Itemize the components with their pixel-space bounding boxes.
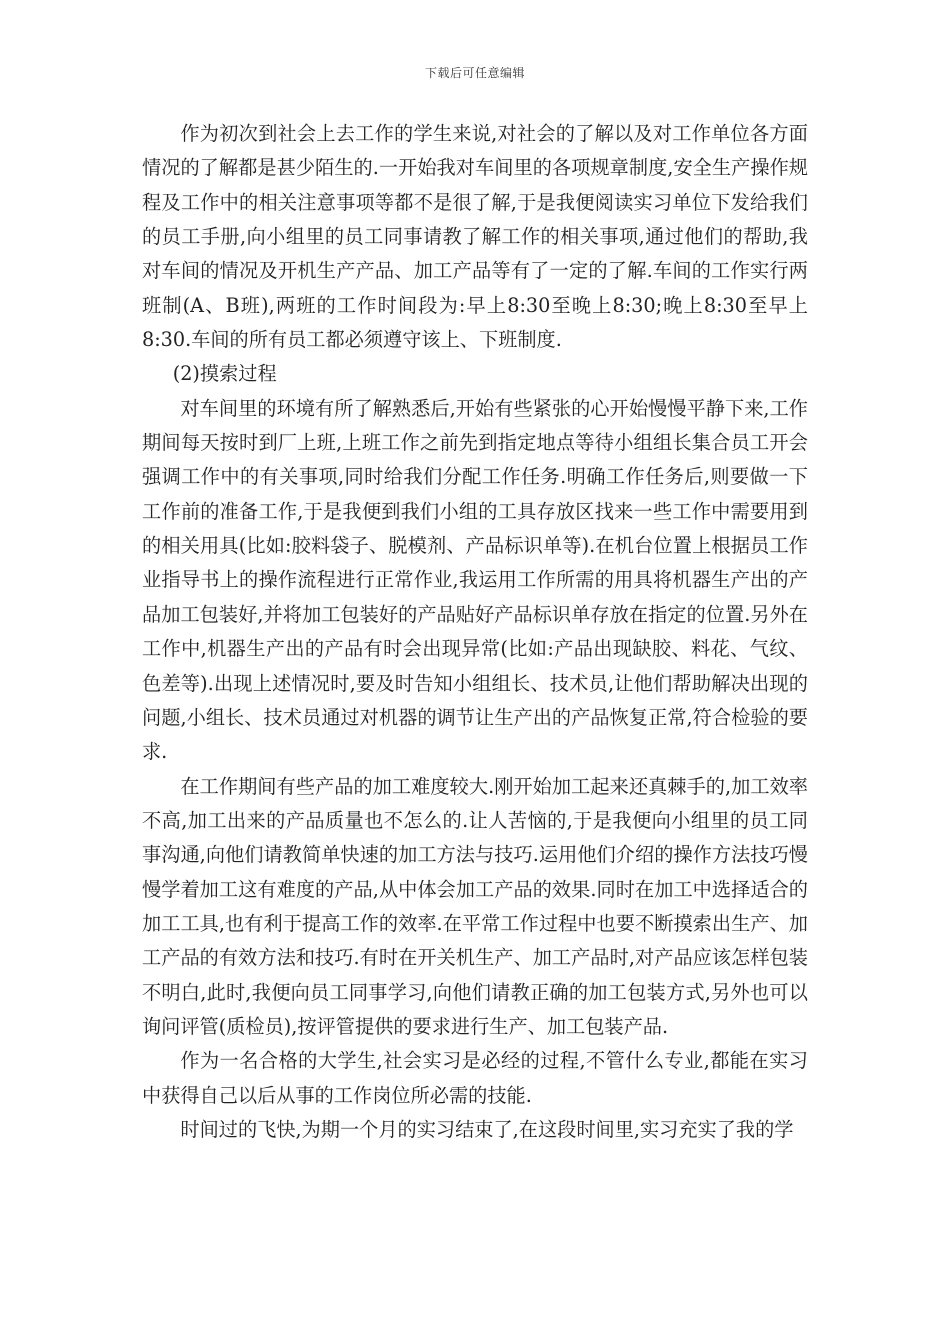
paragraph-student: 作为一名合格的大学生,社会实习是必经的过程,不管什么专业,都能在实习中获得自己以后从事的工作岗位所必需的技能. xyxy=(142,1049,808,1107)
section-heading: (2)摸索过程 xyxy=(172,362,277,386)
paragraph-intro: 作为初次到社会上去工作的学生来说,对社会的了解以及对工作单位各方面情况的了解都是甚少陌生的.一开始我对车间里的各项规章制度,安全生产操作规程及工作中的相关注意事项等都不是很了解,于是我便阅读实习单位下发给我们的员工手册,向小组里的员工同事请教了解工作的相关事项,通过他们的帮助,我对车间的情况及开机生产产品、加工产品等有了一定的了解.车间的工作实行两班制(A、B班),两班的工作时间段为:早上8:30至晚上8:30;晚上8:30至早上8:30.车间的所有员工都必须遵守该上、下班制度. xyxy=(142,122,808,352)
document-body xyxy=(142,117,808,1147)
paragraph-difficulty: 在工作期间有些产品的加工难度较大.刚开始加工起来还真棘手的,加工效率不高,加工出来的产品质量也不怎么的.让人苦恼的,于是我便向小组里的员工同事沟通,向他们请教简单快速的加工方法与技巧.运用他们介绍的操作方法技巧慢慢学着加工这有难度的产品,从中体会加工产品的效果.同时在加工中选择适合的加工工具,也有利于提高工作的效率.在平常工作过程中也要不断摸索出生产、加工产品的有效方法和技巧.有时在开关机生产、加工产品时,对产品应该怎样包装不明白,此时,我便向员工同事学习,向他们请教正确的加工包装方式,另外也可以询问评管(质检员),按评管提供的要求进行生产、加工包装产品. xyxy=(142,774,808,1038)
paragraph-conclusion: 时间过的飞快,为期一个月的实习结束了,在这段时间里,实习充实了我的学 xyxy=(180,1117,794,1141)
paragraph-process: 对车间里的环境有所了解熟悉后,开始有些紧张的心开始慢慢平静下来,工作期间每天按时到厂上班,上班工作之前先到指定地点等待小组组长集合员工开会强调工作中的有关事项,同时给我们分配工作任务.明确工作任务后,则要做一下工作前的准备工作,于是我便到我们小组的工具存放区找来一些工作中需要用到的相关用具(比如:胶料袋子、脱模剂、产品标识单等).在机台位置上根据员工作业指导书上的操作流程进行正常作业,我运用工作所需的用具将机器生产出的产品加工包装好,并将加工包装好的产品贴好产品标识单存放在指定的位置.另外在工作中,机器生产出的产品有时会出现异常(比如:产品出现缺胶、料花、气纹、色差等).出现上述情况时,要及时告知小组组长、技术员,让他们帮助解决出现的问题,小组长、技术员通过对机器的调节让生产出的产品恢复正常,符合检验的要求. xyxy=(142,396,808,764)
page-header: 下载后可任意编辑 xyxy=(424,66,525,80)
